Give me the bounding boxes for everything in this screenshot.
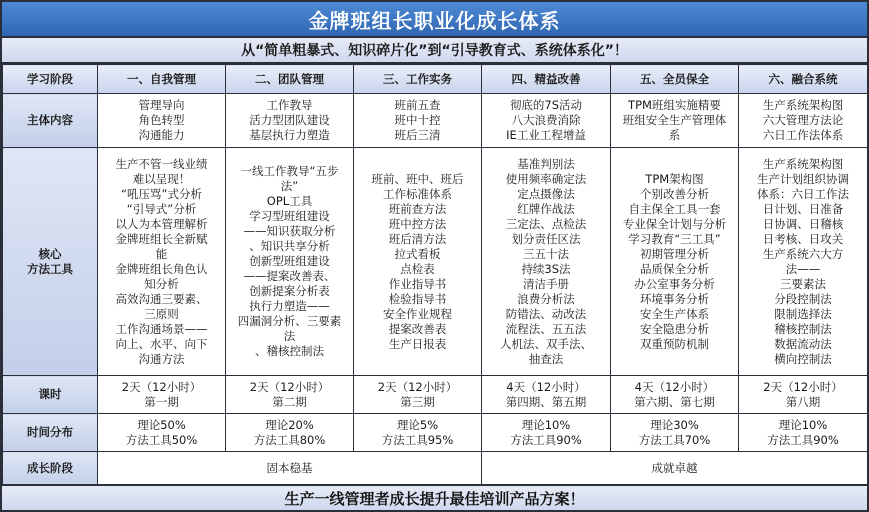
footer-slogan: 生产一线管理者成长提升最佳培训产品方案！ <box>2 484 867 510</box>
cell-line: “引导式”分析 <box>126 201 197 216</box>
cell-line: 划分责任区法 <box>511 231 581 246</box>
cell-line: 环境事务分析 <box>640 291 709 306</box>
cell-line: 人机法、双手法、 <box>500 336 592 351</box>
cell-line: 理论10% <box>521 417 571 432</box>
tools-row <box>3 148 868 376</box>
cell-line: 安全隐患分析 <box>640 321 709 336</box>
cell-line: 第一期 <box>144 394 179 409</box>
cell-line: 、稽核控制法 <box>255 344 324 358</box>
cell-line: 抽查法 <box>528 351 564 366</box>
cell-line: 能 <box>155 246 168 261</box>
cell-line: 2天（12小时） <box>377 379 458 394</box>
cell-line: 个别改善分析 <box>640 186 709 201</box>
cell-line: 自主保全工具一套 <box>628 201 721 216</box>
hours-cell <box>354 376 482 414</box>
cell-line: 六日工作法体系 <box>762 128 844 142</box>
tools-cell <box>354 148 482 376</box>
cell-line: 知分析 <box>144 276 179 291</box>
stage-1: 一、自我管理 <box>98 65 226 94</box>
cell-line: 持续3S法 <box>521 261 571 276</box>
cell-line: 拉式看板 <box>394 246 441 261</box>
content-cell <box>739 94 868 148</box>
cell-line: 日协调、日稽核 <box>762 216 844 231</box>
cell-line: 品质保全分析 <box>640 261 709 276</box>
cell-line: ——知识获取分析 <box>243 224 336 238</box>
cell-line: 向上、水平、向下 <box>115 336 208 351</box>
stage-header-label: 学习阶段 <box>3 65 98 94</box>
cell-line: 理论30% <box>650 417 699 432</box>
tools-cell <box>739 148 868 376</box>
cell-line: 初期管理分析 <box>640 246 709 261</box>
time-row <box>3 414 868 452</box>
cell-line: 分段控制法 <box>774 291 832 306</box>
cell-line: 方法工具90% <box>767 432 839 447</box>
tools-cell <box>611 148 739 376</box>
cell-line: 体系：六日工作法 <box>757 186 849 201</box>
cell-line: 生产不管一线业绩 <box>115 156 208 171</box>
cell-line: 方法工具80% <box>253 432 326 447</box>
growth-stage-left: 固本稳基 <box>98 452 482 485</box>
cell-line: 三定法、点检法 <box>505 216 587 231</box>
growth-stage-right: 成就卓越 <box>482 452 868 485</box>
time-cell <box>354 414 482 452</box>
cell-line: 班后清方法 <box>388 231 447 246</box>
cell-line: 4天（12小时） <box>634 379 715 394</box>
cell-line: 点检表 <box>400 261 435 276</box>
cell-line: 限制选择法 <box>774 306 832 321</box>
cell-line: 2天（12小时） <box>249 379 330 394</box>
cell-line: 创新提案分析表 <box>249 284 330 298</box>
cell-line: 沟通能力 <box>138 128 185 142</box>
cell-line: 法—— <box>785 261 821 276</box>
tools-cell <box>98 148 226 376</box>
tools-row-label <box>3 148 98 376</box>
cell-line: 班前五查 <box>394 98 441 112</box>
cell-line: TPM班组实施精要 <box>628 98 721 112</box>
hours-cell <box>739 376 868 414</box>
cell-line: 、知识共享分析 <box>249 239 330 253</box>
cell-line: 生产系统架构图 <box>762 98 844 112</box>
stage-6: 六、融合系统 <box>739 65 868 94</box>
cell-line: 法” <box>280 179 299 193</box>
cell-line: 2天（12小时） <box>763 379 843 394</box>
cell-line: 工作标准体系 <box>383 186 452 201</box>
cell-line: 班前查方法 <box>388 201 447 216</box>
cell-line: 理论20% <box>265 417 314 432</box>
cell-line: 六大管理方法论 <box>762 113 844 127</box>
cell-line: 班中控方法 <box>388 216 447 231</box>
cell-line: 班中十控 <box>394 113 441 127</box>
content-row <box>3 94 868 148</box>
cell-line: 办公室事务分析 <box>634 276 715 291</box>
cell-line: 八大浪费消除 <box>511 113 581 127</box>
cell-line: 基准判别法 <box>517 156 575 171</box>
time-row-label: 时间分布 <box>3 414 98 452</box>
cell-line: 红牌作战法 <box>517 201 575 216</box>
cell-line: 第四期、第五期 <box>505 394 587 409</box>
cell-line: 定点摄像法 <box>517 186 575 201</box>
cell-line: 工作教导 <box>266 98 313 112</box>
time-cell <box>226 414 354 452</box>
content-cell <box>226 94 354 148</box>
stage-3: 三、工作实务 <box>354 65 482 94</box>
cell-line: 第六期、第七期 <box>634 394 715 409</box>
cell-line: 方法工具50% <box>125 432 198 447</box>
cell-line: 沟通方法 <box>138 351 185 366</box>
stage-2: 二、团队管理 <box>226 65 354 94</box>
cell-line: 2天（12小时） <box>121 379 202 394</box>
cell-line: 金牌班组长角色认 <box>115 261 208 276</box>
cell-line: 理论10% <box>778 417 828 432</box>
cell-line: 角色转型 <box>138 113 185 127</box>
tools-cell <box>226 148 354 376</box>
cell-line: 难以呈现！ <box>132 171 191 186</box>
stage-4: 四、精益改善 <box>482 65 611 94</box>
cell-line: 方法工具90% <box>510 432 582 447</box>
cell-line: 生产计划组织协调 <box>757 171 849 186</box>
cell-line: 生产系统六大方 <box>762 246 844 261</box>
cell-line: 生产日报表 <box>388 336 447 351</box>
cell-line: 检验指导书 <box>388 291 447 306</box>
cell-line: 四漏洞分析、三要素 <box>237 314 342 328</box>
cell-line: 浪费分析法 <box>517 291 575 306</box>
cell-line: 4天（12小时） <box>506 379 586 394</box>
cell-line: 清洁手册 <box>523 276 569 291</box>
hours-cell <box>482 376 611 414</box>
cell-line: 理论50% <box>137 417 186 432</box>
cell-line: 基层执行力塑造 <box>249 128 330 142</box>
cell-line: 双重预防机制 <box>640 336 709 351</box>
cell-line: TPM架构图 <box>645 171 704 186</box>
cell-line: 活力型团队建设 <box>249 113 330 127</box>
cell-line: 防错法、动改法 <box>505 306 587 321</box>
growth-row <box>3 452 868 485</box>
cell-line: 一线工作教导“五步 <box>240 164 339 178</box>
curriculum-table <box>2 64 868 485</box>
cell-line: 工作沟通场景—— <box>115 321 208 336</box>
cell-line: 日考核、日攻关 <box>762 231 844 246</box>
time-cell <box>98 414 226 452</box>
content-row-label: 主体内容 <box>3 94 98 148</box>
cell-line: 高效沟通三要素、 <box>115 291 208 306</box>
cell-line: 稽核控制法 <box>774 321 832 336</box>
cell-line: 班组安全生产管理体 <box>622 113 727 127</box>
cell-line: 系 <box>668 128 681 142</box>
content-cell <box>482 94 611 148</box>
cell-line: 班前、班中、班后 <box>371 171 464 186</box>
cell-line: 使用频率确定法 <box>505 171 587 186</box>
page-subtitle: 从“简单粗暴式、知识碎片化”到“引导教育式、系统体系化”！ <box>2 38 867 64</box>
cell-line: 第八期 <box>785 394 821 409</box>
cell-line: 创新型班组建设 <box>249 254 330 268</box>
hours-cell <box>226 376 354 414</box>
cell-line: 安全生产体系 <box>640 306 709 321</box>
cell-line: 三要素法 <box>780 276 826 291</box>
cell-line: 三五十法 <box>523 246 569 261</box>
hours-row-label: 课时 <box>3 376 98 414</box>
tools-cell <box>482 148 611 376</box>
cell-line: 以人为本管理解析 <box>115 216 208 231</box>
content-cell <box>98 94 226 148</box>
content-cell <box>611 94 739 148</box>
hours-row <box>3 376 868 414</box>
cell-line: 学习型班组建设 <box>249 209 330 223</box>
cell-line: 数据流动法 <box>774 336 832 351</box>
cell-line: 专业保全计划与分析 <box>622 216 727 231</box>
time-cell <box>611 414 739 452</box>
cell-line: 第三期 <box>400 394 435 409</box>
cell-line: 理论5% <box>396 417 439 432</box>
cell-line: IE工业工程增益 <box>506 128 586 142</box>
cell-line: 生产系统架构图 <box>762 156 844 171</box>
cell-line: ——提案改善表、 <box>243 269 336 283</box>
cell-line: OPL工具 <box>266 194 313 208</box>
cell-line: 方法工具 <box>27 261 73 276</box>
cell-line: 金牌班组长全新赋 <box>115 231 208 246</box>
cell-line: 核心 <box>38 246 62 261</box>
cell-line: 方法工具70% <box>638 432 711 447</box>
cell-line: 管理导向 <box>138 98 185 112</box>
page-title: 金牌班组长职业化成长体系 <box>2 2 867 38</box>
cell-line: 执行力塑造—— <box>249 299 330 313</box>
cell-line: 作业指导书 <box>388 276 447 291</box>
cell-line: 学习教育“三工具” <box>628 231 721 246</box>
time-cell <box>739 414 868 452</box>
cell-line: 三原则 <box>144 306 179 321</box>
stage-header-row <box>3 65 868 94</box>
hours-cell <box>98 376 226 414</box>
content-cell <box>354 94 482 148</box>
time-cell <box>482 414 611 452</box>
cell-line: 流程法、五五法 <box>505 321 587 336</box>
cell-line: 安全作业规程 <box>383 306 452 321</box>
cell-line: “吼压骂”式分析 <box>121 186 202 201</box>
cell-line: 方法工具95% <box>381 432 454 447</box>
cell-line: 横向控制法 <box>774 351 832 366</box>
hours-cell <box>611 376 739 414</box>
cell-line: 日计划、日准备 <box>762 201 844 216</box>
cell-line: 第二期 <box>272 394 307 409</box>
cell-line: 法 <box>283 329 296 343</box>
stage-5: 五、全员保全 <box>611 65 739 94</box>
cell-line: 彻底的7S活动 <box>509 98 583 112</box>
growth-row-label: 成长阶段 <box>3 452 98 485</box>
cell-line: 班后三清 <box>394 128 441 142</box>
cell-line: 提案改善表 <box>388 321 447 336</box>
